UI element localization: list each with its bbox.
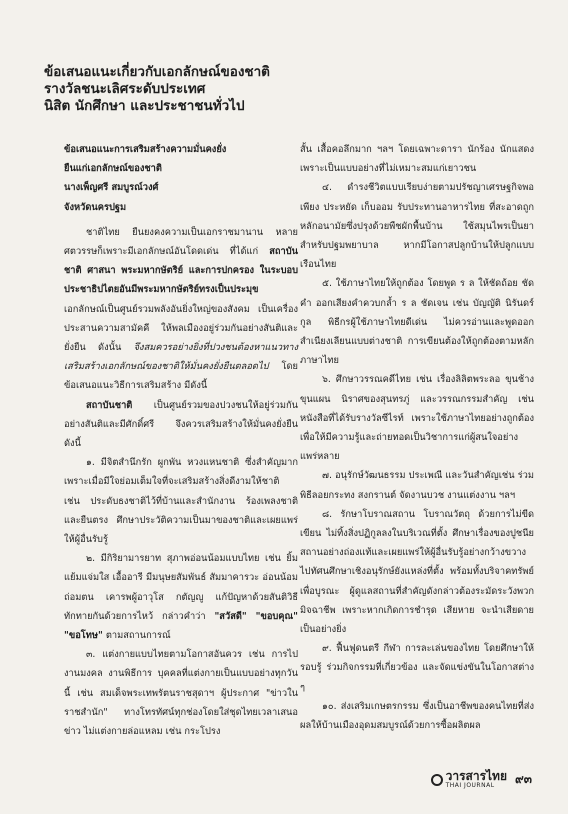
nation-heading: สถาบันชาติ: [86, 399, 133, 411]
section-header: [44, 64, 514, 115]
intro-emphasis: จึงสมควรอย่างยิ่งที่ปวงชนต้องหาแนวทางเสริมสร้างเอกลักษณ์ของชาติให้มั่นคงยั่งยืนตลอดไป: [64, 342, 298, 373]
item-7: ๗. อนุรักษ์วัฒนธรรม ประเพณี และวันสำคัญเช่น ร่วมพิธีลอยกระทง สงกรานต์ จัดงานบวช งานแต่งงาน ฯลฯ: [300, 470, 534, 501]
intro-institutions: สถาบันชาติ ศาสนา พระมหากษัตริย์ และการปกครอง ในระบอบประชาธิปไตยอันมีพระมหากษัตริย์ทรงเป็นประมุข: [64, 246, 298, 296]
intro-text-2: เอกลักษณ์เป็นศูนย์รวมพลังอันยิ่งใหญ่ของสังคม เป็นเครื่องประสานความสามัคคี ให้พลเมืองอยู่ร่วมกันอย่างสันติและยั่งยืน ดังนั้น: [64, 303, 298, 354]
article-title-line-1: ข้อเสนอแนะการเสริมสร้างความมั่นคงยั่ง: [64, 144, 227, 155]
item-2-text: ๒. มีกิริยามารยาท สุภาพอ่อนน้อมแบบไทย เช่น ยิ้มแย้มแจ่มใส เอื้ออารี มีมนุษยสัมพันธ์ สัมมาคารวะ อ่อนน้อมถ่อมตน เคารพผู้อาวุโส กตัญญู แก้ปัญหาด้วยสันติวิธี ทักทายกันด้วยการไหว้ กล่าวคำว่า: [64, 553, 298, 622]
logo-title: วารสารไทย: [445, 769, 507, 783]
intro-text-1: ชาติไทย ยืนยงคงความเป็นเอกราชมานาน หลายศตวรรษก็เพราะมีเอกลักษณ์อันโดดเด่น ที่ได้แก่: [64, 226, 298, 258]
header-line-1: ข้อเสนอแนะเกี่ยวกับเอกลักษณ์ของชาติ: [44, 64, 270, 80]
author-name: นางเพ็ญศรี สมบูรณ์วงศ์: [64, 182, 159, 194]
right-column: [300, 140, 534, 735]
page-footer: [431, 770, 532, 789]
left-column: [64, 140, 298, 741]
item-5: ๕. ใช้ภาษาไทยให้ถูกต้อง โดยพูด ร ล ให้ชัดถ้อย ชัดคำ ออกเสียงคำควบกล้ำ ร ล ชัดเจน เช่น บัญญัติ นิรันดร์กูล พิธีกรผู้ใช้ภาษาไทยดีเด่น ไม่ควรอ่านและพูดออกสำเนียงเลียนแบบต่างชาติ การเขียนต้องให้ถูกต้องตามหลักภาษาไทย: [300, 278, 534, 367]
article-title-line-2: ยืนแก่เอกลักษณ์ของชาติ: [64, 163, 162, 175]
item-1: ๑. มีจิตสำนึกรัก ผูกพัน หวงแหนชาติ ซึ่งสำคัญมาก เพราะเมื่อมีใจย่อมเต็มใจที่จะเสริมสร้างสิ่งดีงามให้ชาติ เช่น ประดับธงชาติไว้ที่บ้านและสำนักงาน ร้องเพลงชาติและยืนตรง ศึกษาประวัติความเป็นมาของชาติและเผยแพร่ให้ผู้อื่นรับรู้: [64, 457, 298, 546]
item-3-start: ๓. แต่งกายแบบไทยตามโอกาสอันควร เช่น การไปงานมงคล งานพิธีการ บุคคลที่แต่งกายเป็นแบบอย่างทุกวันนี้ เช่น สมเด็จพระเทพรัตนราชสุดาฯ ผู้ประกาศ "ข่าวในราชสำนัก" ทางโทรทัศน์ทุกช่องโดยใส่ชุดไทยเวลาเสนอข่าว ไม่แต่งกายล่อแหลม เช่น กระโปรง: [64, 649, 298, 738]
header-line-2: รางวัลชนะเลิศระดับประเทศ: [44, 81, 206, 97]
author-province: จังหวัดนครปฐม: [64, 201, 127, 213]
item-10: ๑๐. ส่งเสริมเกษตรกรรม ซึ่งเป็นอาชีพของคนไทยที่ส่งผลให้บ้านเมืองอุดมสมบูรณ์ด้วยการซื้อผลิตผล: [300, 700, 534, 732]
nation-paragraph: [64, 396, 298, 454]
item-3-continued: สั้น เสื้อคอลึกมาก ฯลฯ โดยเฉพาะดารา นักร้อง นักแสดง เพราะเป็นแบบอย่างที่ไม่เหมาะสมแก่เยาวชน: [300, 144, 534, 175]
item-8: ๘. รักษาโบราณสถาน โบราณวัตถุ ด้วยการไม่ขีดเขียน ไม่ทิ้งสิ่งปฏิกูลลงในบริเวณที่ตั้ง ศึกษาเรื่องของปูชนียสถานอย่างถ่องแท้และเผยแพร่ให้ผู้อื่นรับรู้อย่างกว้างขวาง ไปทัศนศึกษาเชิงอนุรักษ์ยังแหล่งที่ตั้ง พร้อมทั้งบริจาคทรัพย์เพื่อบูรณะ ผู้ดูแลสถานที่สำคัญดังกล่าวต้องระมัดระวังพวกมิจฉาชีพ เพราะหากเกิดการชำรุด เสียหาย จะนำเสียดายเป็นอย่างยิ่ง: [300, 508, 534, 636]
logo-circle-icon: [431, 774, 443, 786]
item-2-quote-2: "ขอบคุณ": [255, 610, 298, 622]
logo-subtitle: THAI JOURNAL: [445, 782, 495, 789]
item-9: ๙. ฟื้นฟูดนตรี กีฬา การละเล่นของไทย โดยศึกษาให้รอบรู้ ร่วมกิจกรรมที่เกี่ยวข้อง และจัดแข่งขันในโอกาสต่าง ๆ: [300, 643, 534, 693]
header-line-3: นิสิต นักศึกษา และประชาชนทั่วไป: [44, 98, 245, 114]
journal-logo: [431, 770, 507, 789]
item-2-end: ตามสถานการณ์: [105, 630, 171, 642]
item-2-quote-1: "สวัสดี": [214, 610, 247, 622]
nation-text: เป็นศูนย์รวมของปวงชนให้อยู่ร่วมกันอย่างสันติและมีศักดิ์ศรี จึงควรเสริมสร้างให้มั่นคงยั่งยืน ดังนี้: [64, 399, 298, 450]
item-2-quote-3: "ขอโทษ": [64, 630, 103, 642]
intro-text-3: โดยข้อเสนอแนะวิธีการเสริมสร้าง มีดังนี้: [64, 361, 298, 392]
item-4: ๔. ดำรงชีวิตแบบเรียบง่ายตามปรัชญาเศรษฐกิจพอเพียง ประหยัด เก็บออม รับประทานอาหารไทย ที่สะอาดถูกหลักอนามัยซึ่งปรุงด้วยพืชผักพื้นบ้าน ใช้สมุนไพรเป็นยาสำหรับปฐมพยาบาล หากมีโอกาสปลูกบ้านให้ปลูกแบบเรือนไทย: [300, 182, 534, 271]
item-6: ๖. ศึกษาวรรณคดีไทย เช่น เรื่องลิลิตพระลอ ขุนช้างขุนแผน นิราศของสุนทรภู่ และวรรณกรรมสำคัญ เช่น หนังสือที่ได้รับรางวัลซีไรท์ เพราะใช้ภาษาไทยอย่างถูกต้อง เพื่อให้มีความรู้และถ่ายทอดเป็นวิชาการแก่ผู้สนใจอย่างแพร่หลาย: [300, 374, 534, 463]
item-2: [64, 549, 298, 645]
intro-paragraph: [64, 223, 298, 396]
page-number: ๙๓: [515, 772, 532, 786]
